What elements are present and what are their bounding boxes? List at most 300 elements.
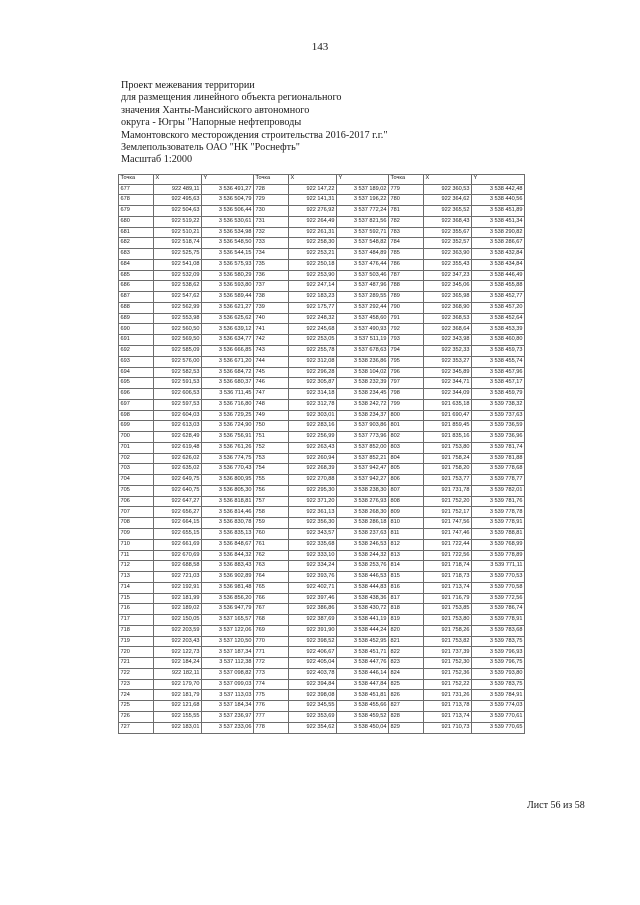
y-coordinate: 3 539 778,77 xyxy=(472,475,525,486)
x-coordinate: 922 253,21 xyxy=(289,249,337,260)
point-number: 743 xyxy=(254,345,289,356)
x-coordinate: 921 747,56 xyxy=(424,518,472,529)
y-coordinate: 3 537 511,19 xyxy=(337,335,389,346)
point-number: 762 xyxy=(254,550,289,561)
point-number: 816 xyxy=(389,582,424,593)
table-row xyxy=(119,249,525,260)
x-coordinate: 922 141,31 xyxy=(289,195,337,206)
point-number: 737 xyxy=(254,281,289,292)
point-number: 779 xyxy=(389,184,424,195)
y-coordinate: 3 536 621,27 xyxy=(202,302,254,313)
x-coordinate: 922 560,50 xyxy=(154,324,202,335)
point-number: 783 xyxy=(389,227,424,238)
point-number: 706 xyxy=(119,496,154,507)
y-coordinate: 3 538 286,18 xyxy=(337,518,389,529)
point-number: 822 xyxy=(389,647,424,658)
table-row xyxy=(119,679,525,690)
x-coordinate: 921 722,56 xyxy=(424,550,472,561)
point-number: 814 xyxy=(389,561,424,572)
x-coordinate: 922 255,78 xyxy=(289,345,337,356)
point-number: 819 xyxy=(389,615,424,626)
y-coordinate: 3 539 778,91 xyxy=(472,518,525,529)
header-line: значения Ханты-Мансийского автономного xyxy=(121,104,310,116)
x-coordinate: 922 189,02 xyxy=(154,604,202,615)
y-coordinate: 3 536 680,37 xyxy=(202,378,254,389)
x-coordinate: 921 690,47 xyxy=(424,410,472,421)
column-header-x: X xyxy=(289,175,337,185)
x-coordinate: 922 303,01 xyxy=(289,410,337,421)
table-row xyxy=(119,550,525,561)
header-line: Землепользователь ОАО "НК "Роснефть" xyxy=(121,142,300,154)
y-coordinate: 3 538 446,14 xyxy=(337,668,389,679)
table-row xyxy=(119,722,525,733)
x-coordinate: 922 688,58 xyxy=(154,561,202,572)
point-number: 678 xyxy=(119,195,154,206)
x-coordinate: 922 345,55 xyxy=(289,701,337,712)
x-coordinate: 922 179,70 xyxy=(154,679,202,690)
point-number: 761 xyxy=(254,539,289,550)
table-row xyxy=(119,561,525,572)
point-number: 732 xyxy=(254,227,289,238)
point-number: 826 xyxy=(389,690,424,701)
x-coordinate: 922 181,79 xyxy=(154,690,202,701)
point-number: 686 xyxy=(119,281,154,292)
y-coordinate: 3 538 455,74 xyxy=(472,356,525,367)
x-coordinate: 922 312,78 xyxy=(289,399,337,410)
x-coordinate: 922 576,00 xyxy=(154,356,202,367)
point-number: 740 xyxy=(254,313,289,324)
point-number: 723 xyxy=(119,679,154,690)
y-coordinate: 3 539 793,80 xyxy=(472,668,525,679)
x-coordinate: 922 363,90 xyxy=(424,249,472,260)
x-coordinate: 922 619,48 xyxy=(154,442,202,453)
point-number: 679 xyxy=(119,206,154,217)
x-coordinate: 922 147,22 xyxy=(289,184,337,195)
y-coordinate: 3 538 276,93 xyxy=(337,496,389,507)
point-number: 689 xyxy=(119,313,154,324)
y-coordinate: 3 536 530,61 xyxy=(202,216,254,227)
y-coordinate: 3 538 236,86 xyxy=(337,356,389,367)
x-coordinate: 922 314,18 xyxy=(289,389,337,400)
y-coordinate: 3 539 786,74 xyxy=(472,604,525,615)
y-coordinate: 3 536 774,75 xyxy=(202,453,254,464)
x-coordinate: 922 344,71 xyxy=(424,378,472,389)
x-coordinate: 922 345,89 xyxy=(424,367,472,378)
table-header-row xyxy=(119,175,525,185)
table-row xyxy=(119,582,525,593)
y-coordinate: 3 537 120,50 xyxy=(202,636,254,647)
point-number: 745 xyxy=(254,367,289,378)
point-number: 801 xyxy=(389,421,424,432)
table-row xyxy=(119,238,525,249)
point-number: 729 xyxy=(254,195,289,206)
point-number: 702 xyxy=(119,453,154,464)
point-number: 757 xyxy=(254,496,289,507)
table-row xyxy=(119,539,525,550)
x-coordinate: 922 184,24 xyxy=(154,658,202,669)
point-number: 780 xyxy=(389,195,424,206)
point-number: 720 xyxy=(119,647,154,658)
y-coordinate: 3 536 848,67 xyxy=(202,539,254,550)
y-coordinate: 3 538 286,67 xyxy=(472,238,525,249)
y-coordinate: 3 537 852,00 xyxy=(337,442,389,453)
y-coordinate: 3 538 432,84 xyxy=(472,249,525,260)
y-coordinate: 3 536 666,85 xyxy=(202,345,254,356)
y-coordinate: 3 538 442,48 xyxy=(472,184,525,195)
x-coordinate: 922 532,09 xyxy=(154,270,202,281)
x-coordinate: 922 391,90 xyxy=(289,625,337,636)
x-coordinate: 922 175,77 xyxy=(289,302,337,313)
x-coordinate: 921 753,80 xyxy=(424,615,472,626)
x-coordinate: 922 256,99 xyxy=(289,432,337,443)
point-number: 696 xyxy=(119,389,154,400)
y-coordinate: 3 536 814,46 xyxy=(202,507,254,518)
point-number: 719 xyxy=(119,636,154,647)
x-coordinate: 922 661,69 xyxy=(154,539,202,550)
point-number: 755 xyxy=(254,475,289,486)
point-number: 785 xyxy=(389,249,424,260)
point-number: 728 xyxy=(254,184,289,195)
y-coordinate: 3 539 736,96 xyxy=(472,432,525,443)
y-coordinate: 3 537 233,06 xyxy=(202,722,254,733)
x-coordinate: 922 591,53 xyxy=(154,378,202,389)
x-coordinate: 921 718,74 xyxy=(424,561,472,572)
table-row xyxy=(119,475,525,486)
x-coordinate: 921 737,39 xyxy=(424,647,472,658)
x-coordinate: 922 353,27 xyxy=(424,356,472,367)
y-coordinate: 3 537 821,56 xyxy=(337,216,389,227)
y-coordinate: 3 537 189,02 xyxy=(337,184,389,195)
x-coordinate: 921 752,17 xyxy=(424,507,472,518)
x-coordinate: 921 753,77 xyxy=(424,475,472,486)
x-coordinate: 922 368,43 xyxy=(424,216,472,227)
point-number: 775 xyxy=(254,690,289,701)
point-number: 713 xyxy=(119,572,154,583)
x-coordinate: 922 268,39 xyxy=(289,464,337,475)
x-coordinate: 922 394,84 xyxy=(289,679,337,690)
table-row xyxy=(119,324,525,335)
x-coordinate: 921 758,26 xyxy=(424,625,472,636)
x-coordinate: 921 718,73 xyxy=(424,572,472,583)
point-number: 735 xyxy=(254,259,289,270)
y-coordinate: 3 538 246,53 xyxy=(337,539,389,550)
table-row xyxy=(119,453,525,464)
x-coordinate: 922 355,43 xyxy=(424,259,472,270)
y-coordinate: 3 536 902,89 xyxy=(202,572,254,583)
x-coordinate: 922 604,03 xyxy=(154,410,202,421)
table-row xyxy=(119,367,525,378)
y-coordinate: 3 538 450,04 xyxy=(337,722,389,733)
x-coordinate: 922 504,63 xyxy=(154,206,202,217)
table-row xyxy=(119,604,525,615)
x-coordinate: 922 360,53 xyxy=(424,184,472,195)
y-coordinate: 3 537 122,06 xyxy=(202,625,254,636)
point-number: 784 xyxy=(389,238,424,249)
header-line: округа - Югры "Напорные нефтепроводы xyxy=(121,117,302,129)
x-coordinate: 922 353,69 xyxy=(289,712,337,723)
table-row xyxy=(119,647,525,658)
x-coordinate: 922 352,33 xyxy=(424,345,472,356)
y-coordinate: 3 536 729,25 xyxy=(202,410,254,421)
y-coordinate: 3 538 238,30 xyxy=(337,485,389,496)
point-number: 725 xyxy=(119,701,154,712)
table-row xyxy=(119,668,525,679)
x-coordinate: 921 752,36 xyxy=(424,668,472,679)
point-number: 812 xyxy=(389,539,424,550)
y-coordinate: 3 538 457,20 xyxy=(472,302,525,313)
y-coordinate: 3 537 184,34 xyxy=(202,701,254,712)
point-number: 810 xyxy=(389,518,424,529)
point-number: 756 xyxy=(254,485,289,496)
y-coordinate: 3 539 770,65 xyxy=(472,722,525,733)
table-row xyxy=(119,227,525,238)
x-coordinate: 922 183,23 xyxy=(289,292,337,303)
table-row xyxy=(119,421,525,432)
x-coordinate: 922 253,05 xyxy=(289,335,337,346)
x-coordinate: 922 335,68 xyxy=(289,539,337,550)
y-coordinate: 3 538 237,63 xyxy=(337,529,389,540)
x-coordinate: 922 345,06 xyxy=(424,281,472,292)
y-coordinate: 3 538 253,76 xyxy=(337,561,389,572)
y-coordinate: 3 536 947,79 xyxy=(202,604,254,615)
x-coordinate: 921 747,46 xyxy=(424,529,472,540)
y-coordinate: 3 539 783,75 xyxy=(472,636,525,647)
table-row xyxy=(119,281,525,292)
y-coordinate: 3 538 452,77 xyxy=(472,292,525,303)
x-coordinate: 922 368,90 xyxy=(424,302,472,313)
table-row xyxy=(119,507,525,518)
column-header-y: Y xyxy=(202,175,254,185)
point-number: 827 xyxy=(389,701,424,712)
y-coordinate: 3 539 770,53 xyxy=(472,572,525,583)
y-coordinate: 3 536 491,27 xyxy=(202,184,254,195)
y-coordinate: 3 538 453,39 xyxy=(472,324,525,335)
point-number: 748 xyxy=(254,399,289,410)
table-row xyxy=(119,432,525,443)
point-number: 734 xyxy=(254,249,289,260)
y-coordinate: 3 538 244,32 xyxy=(337,550,389,561)
table-row xyxy=(119,389,525,400)
point-number: 805 xyxy=(389,464,424,475)
y-coordinate: 3 538 438,36 xyxy=(337,593,389,604)
x-coordinate: 921 713,78 xyxy=(424,701,472,712)
y-coordinate: 3 539 788,81 xyxy=(472,529,525,540)
x-coordinate: 922 626,02 xyxy=(154,453,202,464)
y-coordinate: 3 539 778,68 xyxy=(472,464,525,475)
table-row xyxy=(119,410,525,421)
y-coordinate: 3 537 592,71 xyxy=(337,227,389,238)
y-coordinate: 3 536 575,93 xyxy=(202,259,254,270)
point-number: 685 xyxy=(119,270,154,281)
table-row xyxy=(119,302,525,313)
point-number: 730 xyxy=(254,206,289,217)
table-row xyxy=(119,464,525,475)
column-header-x: X xyxy=(424,175,472,185)
y-coordinate: 3 536 534,98 xyxy=(202,227,254,238)
point-number: 767 xyxy=(254,604,289,615)
point-number: 818 xyxy=(389,604,424,615)
point-number: 763 xyxy=(254,561,289,572)
coordinates-table xyxy=(118,174,525,734)
table-row xyxy=(119,485,525,496)
x-coordinate: 922 398,08 xyxy=(289,690,337,701)
x-coordinate: 922 192,91 xyxy=(154,582,202,593)
point-number: 759 xyxy=(254,518,289,529)
point-number: 813 xyxy=(389,550,424,561)
x-coordinate: 921 758,20 xyxy=(424,464,472,475)
x-coordinate: 921 835,16 xyxy=(424,432,472,443)
point-number: 746 xyxy=(254,378,289,389)
x-coordinate: 922 585,09 xyxy=(154,345,202,356)
point-number: 705 xyxy=(119,485,154,496)
x-coordinate: 922 361,13 xyxy=(289,507,337,518)
point-number: 811 xyxy=(389,529,424,540)
table-row xyxy=(119,529,525,540)
x-coordinate: 921 752,22 xyxy=(424,679,472,690)
y-coordinate: 3 537 476,44 xyxy=(337,259,389,270)
y-coordinate: 3 538 268,30 xyxy=(337,507,389,518)
x-coordinate: 922 606,53 xyxy=(154,389,202,400)
y-coordinate: 3 538 460,80 xyxy=(472,335,525,346)
y-coordinate: 3 539 783,68 xyxy=(472,625,525,636)
x-coordinate: 921 753,85 xyxy=(424,604,472,615)
y-coordinate: 3 538 451,89 xyxy=(472,206,525,217)
x-coordinate: 922 247,14 xyxy=(289,281,337,292)
y-coordinate: 3 537 113,03 xyxy=(202,690,254,701)
point-number: 714 xyxy=(119,582,154,593)
x-coordinate: 922 364,62 xyxy=(424,195,472,206)
x-coordinate: 922 155,55 xyxy=(154,712,202,723)
y-coordinate: 3 538 234,37 xyxy=(337,410,389,421)
y-coordinate: 3 539 781,88 xyxy=(472,453,525,464)
y-coordinate: 3 537 490,93 xyxy=(337,324,389,335)
x-coordinate: 921 753,80 xyxy=(424,442,472,453)
point-number: 824 xyxy=(389,668,424,679)
header-line: Проект межевания территории xyxy=(121,80,255,91)
y-coordinate: 3 539 781,76 xyxy=(472,496,525,507)
x-coordinate: 922 334,24 xyxy=(289,561,337,572)
y-coordinate: 3 538 457,96 xyxy=(472,367,525,378)
point-number: 684 xyxy=(119,259,154,270)
point-number: 829 xyxy=(389,722,424,733)
x-coordinate: 922 635,02 xyxy=(154,464,202,475)
table-row xyxy=(119,259,525,270)
point-number: 791 xyxy=(389,313,424,324)
y-coordinate: 3 537 773,96 xyxy=(337,432,389,443)
y-coordinate: 3 539 784,91 xyxy=(472,690,525,701)
point-number: 773 xyxy=(254,668,289,679)
y-coordinate: 3 539 737,63 xyxy=(472,410,525,421)
page-number: 143 xyxy=(311,41,329,53)
x-coordinate: 921 710,73 xyxy=(424,722,472,733)
y-coordinate: 3 537 098,82 xyxy=(202,668,254,679)
x-coordinate: 922 670,69 xyxy=(154,550,202,561)
point-number: 703 xyxy=(119,464,154,475)
point-number: 680 xyxy=(119,216,154,227)
x-coordinate: 922 397,46 xyxy=(289,593,337,604)
point-number: 750 xyxy=(254,421,289,432)
document-header xyxy=(121,80,521,167)
point-number: 771 xyxy=(254,647,289,658)
x-coordinate: 921 753,82 xyxy=(424,636,472,647)
x-coordinate: 921 713,74 xyxy=(424,712,472,723)
point-number: 760 xyxy=(254,529,289,540)
point-number: 825 xyxy=(389,679,424,690)
y-coordinate: 3 538 451,71 xyxy=(337,647,389,658)
x-coordinate: 922 721,03 xyxy=(154,572,202,583)
x-coordinate: 922 260,94 xyxy=(289,453,337,464)
x-coordinate: 922 613,03 xyxy=(154,421,202,432)
column-header-point: Точка xyxy=(119,175,154,185)
x-coordinate: 922 295,30 xyxy=(289,485,337,496)
y-coordinate: 3 538 441,19 xyxy=(337,615,389,626)
point-number: 691 xyxy=(119,335,154,346)
x-coordinate: 921 752,20 xyxy=(424,496,472,507)
y-coordinate: 3 538 459,52 xyxy=(337,712,389,723)
y-coordinate: 3 536 544,15 xyxy=(202,249,254,260)
y-coordinate: 3 536 625,62 xyxy=(202,313,254,324)
x-coordinate: 922 355,67 xyxy=(424,227,472,238)
x-coordinate: 922 263,43 xyxy=(289,442,337,453)
point-number: 718 xyxy=(119,625,154,636)
x-coordinate: 922 264,49 xyxy=(289,216,337,227)
y-coordinate: 3 538 234,45 xyxy=(337,389,389,400)
table-row xyxy=(119,690,525,701)
point-number: 798 xyxy=(389,389,424,400)
x-coordinate: 922 365,52 xyxy=(424,206,472,217)
point-number: 776 xyxy=(254,701,289,712)
point-number: 795 xyxy=(389,356,424,367)
y-coordinate: 3 536 504,79 xyxy=(202,195,254,206)
y-coordinate: 3 537 852,21 xyxy=(337,453,389,464)
column-header-point: Точка xyxy=(389,175,424,185)
x-coordinate: 922 352,57 xyxy=(424,238,472,249)
x-coordinate: 922 312,08 xyxy=(289,356,337,367)
y-coordinate: 3 536 770,43 xyxy=(202,464,254,475)
y-coordinate: 3 537 236,97 xyxy=(202,712,254,723)
x-coordinate: 922 203,43 xyxy=(154,636,202,647)
point-number: 721 xyxy=(119,658,154,669)
point-number: 744 xyxy=(254,356,289,367)
point-number: 789 xyxy=(389,292,424,303)
y-coordinate: 3 536 724,90 xyxy=(202,421,254,432)
point-number: 765 xyxy=(254,582,289,593)
point-number: 683 xyxy=(119,249,154,260)
x-coordinate: 922 553,98 xyxy=(154,313,202,324)
point-number: 782 xyxy=(389,216,424,227)
x-coordinate: 922 628,49 xyxy=(154,432,202,443)
x-coordinate: 922 518,74 xyxy=(154,238,202,249)
x-coordinate: 921 752,30 xyxy=(424,658,472,669)
point-number: 777 xyxy=(254,712,289,723)
y-coordinate: 3 539 782,01 xyxy=(472,485,525,496)
point-number: 794 xyxy=(389,345,424,356)
point-number: 800 xyxy=(389,410,424,421)
point-number: 808 xyxy=(389,496,424,507)
x-coordinate: 921 758,24 xyxy=(424,453,472,464)
x-coordinate: 922 547,62 xyxy=(154,292,202,303)
point-number: 690 xyxy=(119,324,154,335)
point-number: 809 xyxy=(389,507,424,518)
y-coordinate: 3 536 716,80 xyxy=(202,399,254,410)
point-number: 747 xyxy=(254,389,289,400)
point-number: 698 xyxy=(119,410,154,421)
y-coordinate: 3 538 446,53 xyxy=(337,572,389,583)
x-coordinate: 922 664,15 xyxy=(154,518,202,529)
y-coordinate: 3 536 981,48 xyxy=(202,582,254,593)
table-row xyxy=(119,518,525,529)
y-coordinate: 3 537 548,82 xyxy=(337,238,389,249)
